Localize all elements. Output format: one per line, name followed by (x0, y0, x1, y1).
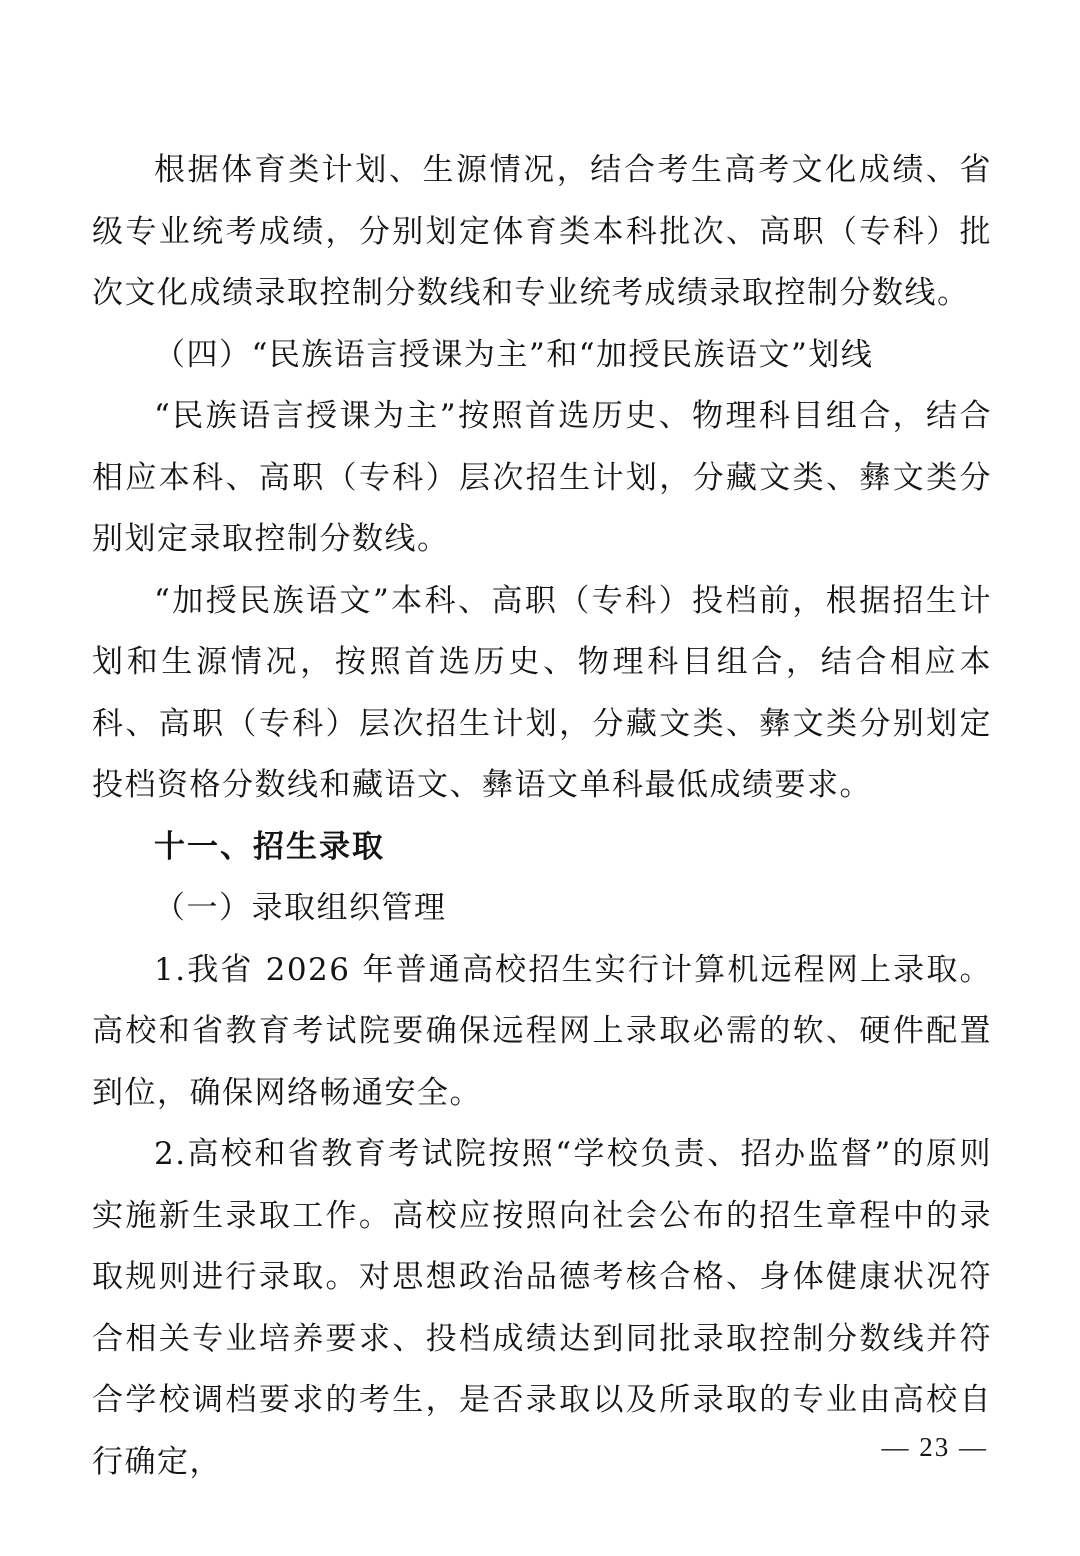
page-number: — 23 — (881, 1432, 988, 1462)
paragraph-online-admission: 1.我省 2026 年普通高校招生实行计算机远程网上录取。高校和省教育考试院要确保远程网上录取必需的软、硬件配置到位，确保网络畅通安全。 (92, 951, 992, 1111)
document-body (92, 140, 992, 1493)
paragraph-sports-score-lines: 根据体育类计划、生源情况，结合考生高考文化成绩、省级专业统考成绩，分别划定体育类本科批次、高职（专科）批次文化成绩录取控制分数线和专业统考成绩录取控制分数线。 (92, 152, 992, 311)
subheading-ethnic-language-lines: （四）“民族语言授课为主”和“加授民族语文”划线 (154, 336, 874, 373)
paragraph-added-ethnic-language: “加授民族语文”本科、高职（专科）投档前，根据招生计划和生源情况，按照首选历史、物理科目组合，结合相应本科、高职（专科）层次招生计划，分藏文类、彝文类分别划定投档资格分数线和藏语文、彝语文单科最低成绩要求。 (92, 582, 992, 803)
section-heading-admission: 十一、招生录取 (154, 828, 385, 865)
paragraph-ethnic-language-instruction: “民族语言授课为主”按照首选历史、物理科目组合，结合相应本科、高职（专科）层次招生计划，分藏文类、彝文类分别划定录取控制分数线。 (92, 398, 992, 557)
subheading-admission-organization: （一）录取组织管理 (154, 890, 447, 926)
paragraph-admission-principle: 2.高校和省教育考试院按照“学校负责、招办监督”的原则实施新生录取工作。高校应按照向社会公布的招生章程中的录取规则进行录取。对思想政治品德考核合格、身体健康状况符合相关专业培养要求、投档成绩达到同批录取控制分数线并符合学校调档要求的考生，是否录取以及所录取的专业由高校自行确定， (92, 1136, 992, 1480)
